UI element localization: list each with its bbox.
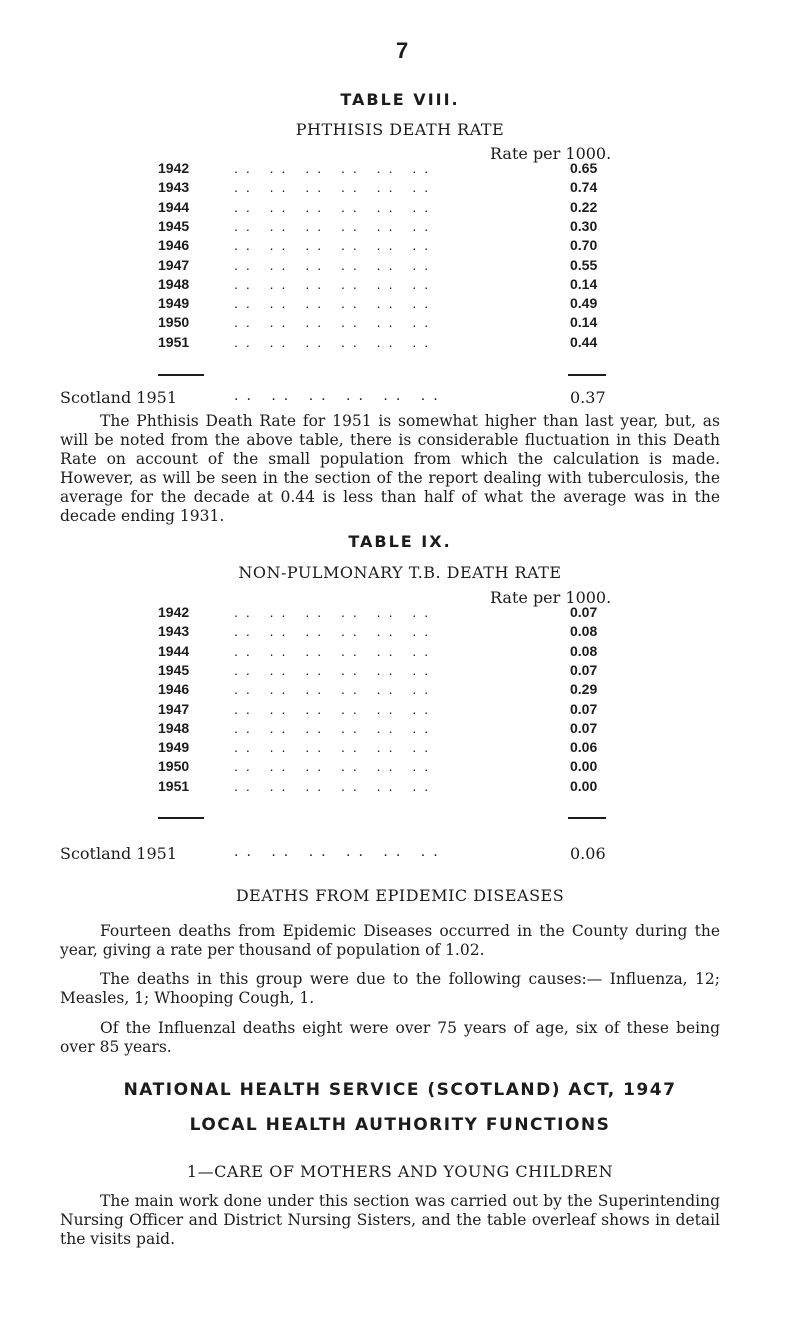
table8-value: 0.74 [570,179,598,196]
table8-value: 0.44 [570,333,598,350]
table9-value: 0.07 [570,661,598,678]
table9-value: 0.07 [570,700,598,717]
table8-value: 0.30 [570,217,598,234]
epidemic-paragraph-1: Fourteen deaths from Epidemic Diseases occurred in the County during the year, giving a rate per thousand of population of 1.02. [60,922,720,959]
table9-leader: .. .. .. .. .. .. [234,623,437,640]
table8-leader: .. .. .. .. .. .. [234,160,437,176]
table9-value: 0.06 [570,739,598,756]
table-8-scotland-value: 0.37 [570,388,606,407]
table8-value: 0.14 [570,275,598,292]
table9-row [158,662,628,681]
page-number: 7 [396,38,409,63]
epidemic-paragraph-2: The deaths in this group were due to the following causes:— Influenza, 12; Measles, 1; Whooping Cough, 1. [60,970,720,1007]
table8-year: 1951 [158,333,190,350]
table8-year: 1945 [158,217,190,234]
table8-leader: .. .. .. .. .. .. [234,198,437,215]
table9-year: 1943 [158,623,190,640]
table-9-scotland-leader: .. .. .. .. .. .. [234,844,446,860]
table8-value: 0.55 [570,256,598,273]
table9-leader: .. .. .. .. .. .. [234,777,437,794]
epidemic-heading: DEATHS FROM EPIDEMIC DISEASES [235,886,565,905]
table9-value: 0.07 [570,719,598,736]
table9-value: 0.29 [570,681,598,698]
local-health-heading: LOCAL HEALTH AUTHORITY FUNCTIONS [189,1115,611,1135]
table-8-subtitle: PHTHISIS DEATH RATE [295,120,505,139]
table-9-rate-label: Rate per 1000. [490,588,612,607]
table8-leader: .. .. .. .. .. .. [234,256,437,273]
table-9-title: TABLE IX. [348,532,452,551]
table9-value: 0.08 [570,623,598,640]
table8-row [158,334,628,353]
table9-leader: .. .. .. .. .. .. [234,700,437,717]
table9-year: 1944 [158,642,190,659]
table9-year: 1942 [158,604,190,620]
table9-value: 0.00 [570,777,598,794]
table9-leader: .. .. .. .. .. .. [234,739,437,756]
table8-row [158,179,628,198]
table9-leader: .. .. .. .. .. .. [234,661,437,678]
nhs-act-heading: NATIONAL HEALTH SERVICE (SCOTLAND) ACT, 1947 [123,1080,677,1100]
table8-year: 1942 [158,160,190,176]
table8-value: 0.65 [570,160,598,176]
table9-row [158,681,628,700]
table8-row [158,218,628,237]
epidemic-paragraph-3: Of the Influenzal deaths eight were over 75 years of age, six of these being over 85 years. [60,1019,720,1056]
table9-year: 1948 [158,719,190,736]
table8-row [158,237,628,256]
table-8-title: TABLE VIII. [340,90,460,109]
table9-leader: .. .. .. .. .. .. [234,604,437,620]
table9-year: 1945 [158,661,190,678]
table8-value: 0.70 [570,237,598,254]
table8-leader: .. .. .. .. .. .. [234,275,437,292]
table9-value: 0.08 [570,642,598,659]
table9-row [158,701,628,720]
table9-year: 1947 [158,700,190,717]
nhs-paragraph: The main work done under this section was carried out by the Superintending Nursing Officer and District Nursing Sisters, and the table overleaf shows in detail the visits paid. [60,1192,720,1248]
table-9-scotland-row [60,844,640,864]
table9-row [158,739,628,758]
table8-leader: .. .. .. .. .. .. [234,295,437,312]
table8-year: 1950 [158,314,190,331]
table8-value: 0.22 [570,198,598,215]
table8-value: 0.14 [570,314,598,331]
table-9-scotland-value: 0.06 [570,844,606,863]
table9-leader: .. .. .. .. .. .. [234,681,437,698]
table-8-scotland-row [60,388,640,408]
table-9-rule-left [158,817,204,819]
section-heading: 1—CARE OF MOTHERS AND YOUNG CHILDREN [186,1162,614,1181]
table9-year: 1946 [158,681,190,698]
table9-row [158,643,628,662]
table9-row [158,720,628,739]
table9-value: 0.00 [570,758,598,775]
table9-row [158,623,628,642]
table8-year: 1944 [158,198,190,215]
table9-row [158,604,628,623]
table9-row [158,758,628,777]
table9-leader: .. .. .. .. .. .. [234,719,437,736]
table-8-rule-right [568,374,606,376]
table-8-scotland-label: Scotland 1951 [60,388,177,407]
table-9-subtitle: NON-PULMONARY T.B. DEATH RATE [238,563,562,582]
table9-leader: .. .. .. .. .. .. [234,642,437,659]
table-9-scotland-label: Scotland 1951 [60,844,177,863]
table8-year: 1947 [158,256,190,273]
table8-row [158,199,628,218]
table8-row [158,276,628,295]
table9-leader: .. .. .. .. .. .. [234,758,437,775]
table-9-rule-right [568,817,606,819]
table8-year: 1949 [158,295,190,312]
table9-value: 0.07 [570,604,598,620]
table8-leader: .. .. .. .. .. .. [234,333,437,350]
table8-leader: .. .. .. .. .. .. [234,217,437,234]
table-8-rule-left [158,374,204,376]
table8-year: 1948 [158,275,190,292]
table8-leader: .. .. .. .. .. .. [234,237,437,254]
table9-row [158,778,628,797]
table8-row [158,295,628,314]
table9-year: 1951 [158,777,190,794]
table8-year: 1946 [158,237,190,254]
table9-year: 1950 [158,758,190,775]
table8-row [158,160,628,179]
table8-row [158,257,628,276]
table-8-scotland-leader: .. .. .. .. .. .. [234,388,446,404]
table-8-rate-label: Rate per 1000. [490,144,612,163]
table8-value: 0.49 [570,295,598,312]
table8-year: 1943 [158,179,190,196]
table8-leader: .. .. .. .. .. .. [234,179,437,196]
table-8-paragraph: The Phthisis Death Rate for 1951 is somewhat higher than last year, but, as will be noted from the above table, there is considerable fluctuation in this Death Rate on account of the small population from which the calculation is made. However, as will be seen in the section of the report dealing with tuberculosis, the average for the decade at 0.44 is less than half of what the average was in the decade ending 1931. [60,412,720,525]
table8-leader: .. .. .. .. .. .. [234,314,437,331]
table8-row [158,314,628,333]
table9-year: 1949 [158,739,190,756]
